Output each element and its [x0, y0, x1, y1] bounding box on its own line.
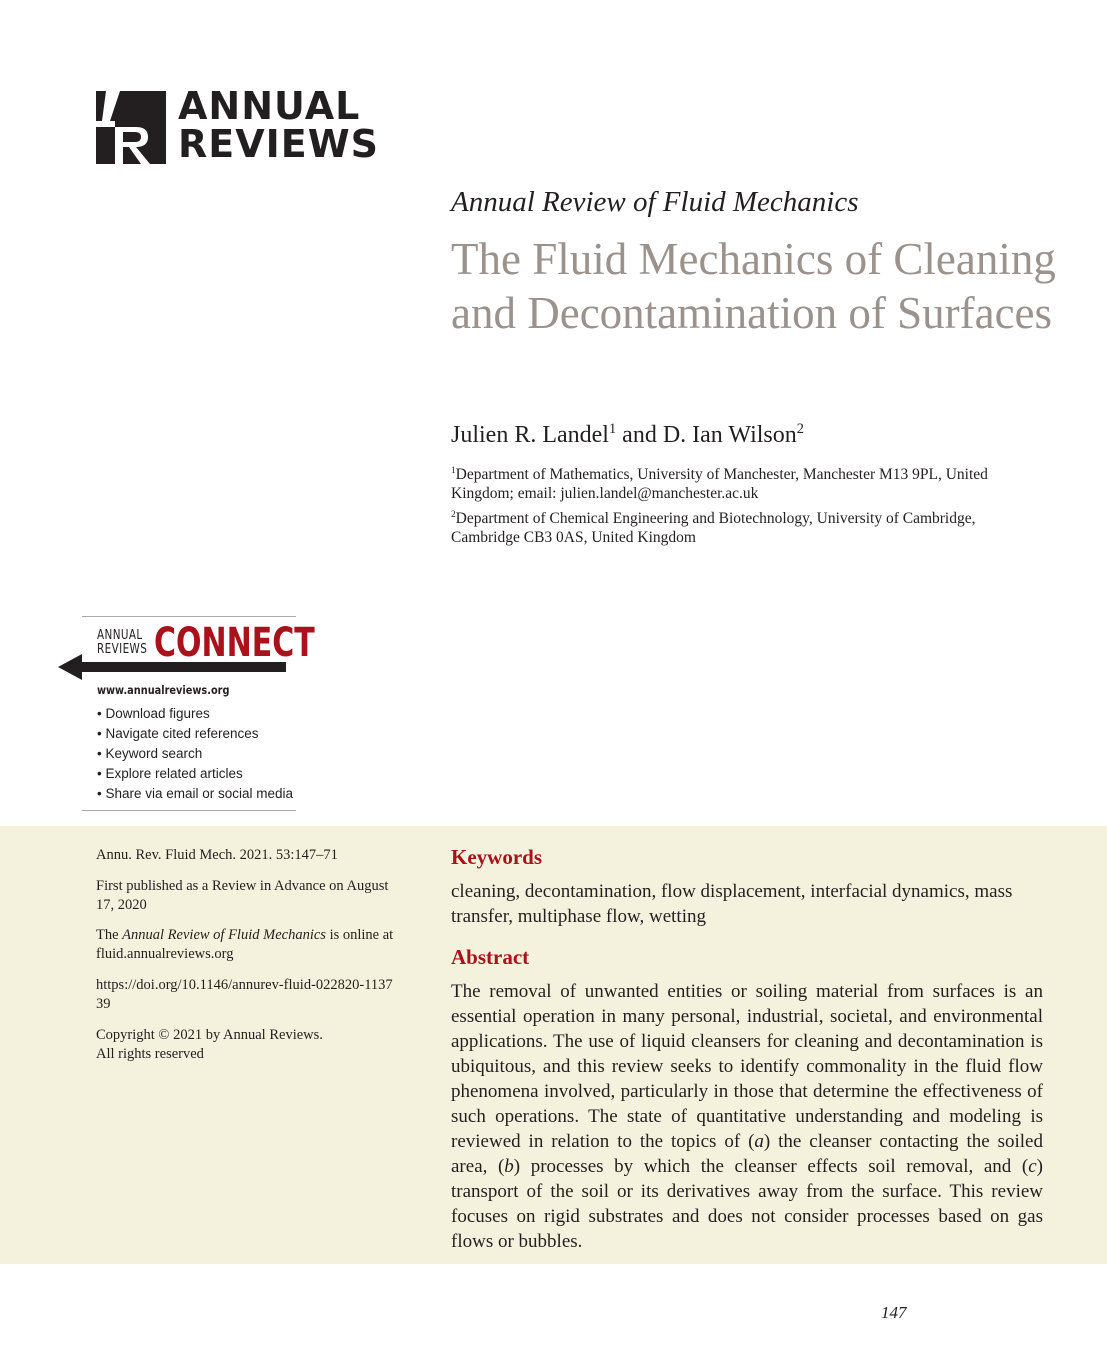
connect-small-logo: [97, 629, 147, 657]
abstract-segment: ) the cleanser contacting the soiled area, (: [451, 1131, 1043, 1177]
affiliation-marker: 2: [451, 509, 456, 520]
logo-line-reviews: REVIEWS: [178, 122, 380, 166]
affiliation-text: Department of Chemical Engineering and Biotechnology, University of Cambridge, Cambridge CB3 0AS, United Kingdom: [451, 510, 976, 546]
rights-line: All rights reserved: [96, 1045, 204, 1062]
page-number: 147: [881, 1303, 907, 1322]
citation-info: Annu. Rev. Fluid Mech. 2021. 53:147–71: [96, 847, 338, 863]
connect-feature-list: [97, 704, 293, 804]
abstract-item-label: b: [504, 1156, 514, 1177]
author-list: [451, 422, 804, 449]
online-journal-name: Annual Review of Fluid Mechanics: [122, 927, 326, 943]
annual-reviews-logo: [96, 84, 380, 166]
affiliation-marker: 1: [451, 465, 456, 476]
divider: [82, 810, 296, 811]
ar-logo-mark-icon: [96, 91, 166, 164]
author-name: D. Ian Wilson: [662, 422, 797, 448]
connect-small-line: REVIEWS: [97, 642, 148, 657]
copyright-notice: [96, 1026, 396, 1063]
online-text: is online at fluid.annualreviews.org: [96, 927, 397, 962]
list-item: • Navigate cited references: [97, 726, 259, 741]
publication-date: First published as a Review in Advance on August 17, 2020: [96, 878, 389, 913]
abstract-text: [451, 979, 1043, 1254]
abstract-segment: ) processes by which the cleanser effects soil removal, and (: [513, 1156, 1029, 1177]
journal-name: Annual Review of Fluid Mechanics: [451, 186, 859, 218]
list-item: • Download figures: [97, 706, 210, 721]
abstract-heading: Abstract: [451, 945, 530, 969]
doi-link[interactable]: https://doi.org/10.1146/annurev-fluid-022820-113739: [96, 977, 393, 1012]
keywords-text: cleaning, decontamination, flow displacement, interfacial dynamics, mass transfer, multiphase flow, wetting: [451, 881, 1013, 927]
logo-line-annual: ANNUAL: [178, 84, 361, 128]
copyright-line: Copyright © 2021 by Annual Reviews.: [96, 1027, 323, 1043]
abstract-segment: The removal of unwanted entities or soiling material from surfaces is an essential operation in many personal, industrial, societal, and environmental applications. The use of liquid cleansers for cleaning and decontamination is ubiquitous, and this review seeks to identify commonality in the fluid flow phenomena involved, particularly in those that determine the effectiveness of such operations. The state of quantitative understanding and modeling is reviewed in relation to the topics of (: [451, 981, 1043, 1152]
connect-url-link[interactable]: www.annualreviews.org: [97, 683, 230, 697]
divider: [82, 616, 296, 617]
arrow-left-icon: [58, 654, 288, 680]
author-affiliation-marker: 2: [796, 421, 804, 437]
abstract-segment: ) transport of the soil or its derivatives away from the surface. This review focuses on rigid substrates and does not consider processes based on gas flows or bubbles.: [451, 1156, 1043, 1252]
online-text: The: [96, 927, 123, 943]
affiliation-text: Department of Mathematics, University of Manchester, Manchester M13 9PL, United Kingdom; email: julien.landel@manchester.ac.uk: [451, 466, 988, 502]
affiliation: [451, 465, 1031, 503]
keywords-heading: Keywords: [451, 845, 542, 869]
online-availability: [96, 926, 396, 963]
list-item: • Keyword search: [97, 746, 203, 761]
author-name: Julien R. Landel: [451, 422, 609, 448]
list-item: • Share via email or social media: [97, 786, 294, 801]
affiliation: [451, 509, 1031, 547]
author-affiliation-marker: 1: [608, 421, 617, 437]
connect-wordmark: CONNECT: [154, 620, 315, 666]
connect-small-line: ANNUAL: [97, 628, 143, 643]
article-title: The Fluid Mechanics of Cleaning and Decontamination of Surfaces: [451, 234, 1056, 338]
annual-reviews-connect-box[interactable]: [58, 616, 315, 811]
abstract-item-label: a: [754, 1131, 764, 1152]
author-separator: and: [616, 422, 663, 448]
abstract-item-label: c: [1028, 1156, 1037, 1177]
list-item: • Explore related articles: [97, 766, 243, 781]
